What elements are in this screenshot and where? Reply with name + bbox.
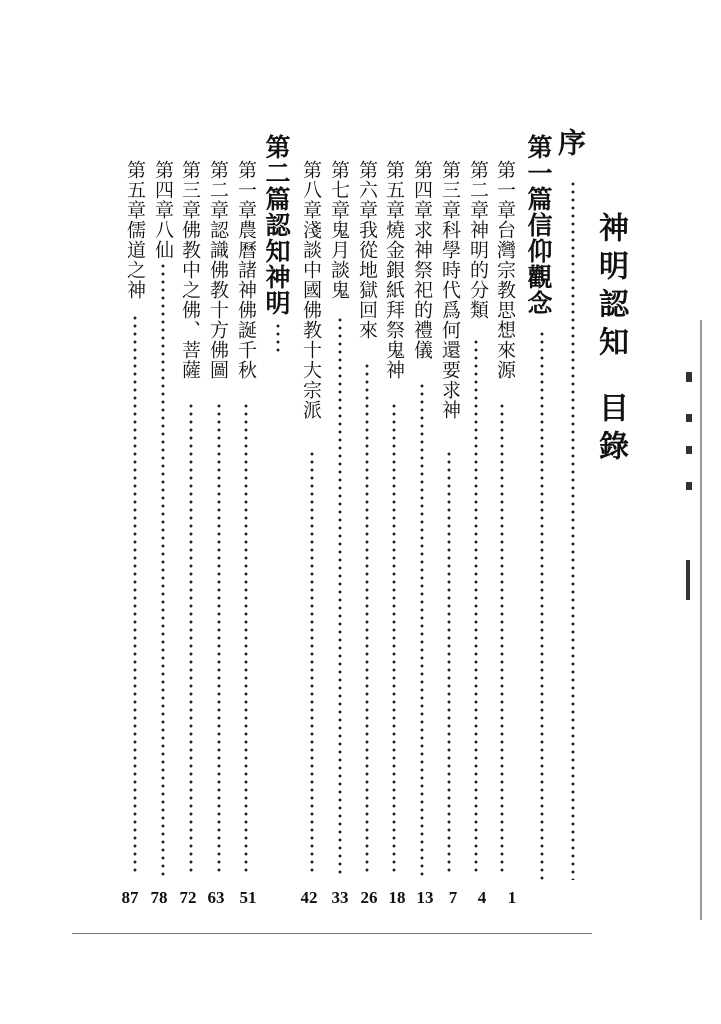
leader-dots-2-3 bbox=[189, 402, 193, 876]
leader-dots-1-2 bbox=[474, 338, 478, 876]
preface-page-number: 1 bbox=[507, 888, 517, 907]
leader-dots-1-7 bbox=[338, 316, 342, 876]
page-number-2-5: 87 bbox=[121, 888, 139, 907]
leader-dots-1-4 bbox=[420, 382, 424, 876]
preface-label: 序 bbox=[554, 128, 587, 156]
toc-entry-1-2: 第二章神明的分類 bbox=[467, 160, 489, 320]
scan-edge-mark bbox=[686, 414, 692, 422]
page-number-2-3: 72 bbox=[179, 888, 197, 907]
toc-entry-1-4: 第四章求神祭祀的禮儀 bbox=[411, 160, 433, 360]
part-heading-2: 第二篇認知神明 bbox=[262, 134, 291, 316]
page-number-1-6: 33 bbox=[331, 888, 349, 907]
page-number-2-4: 78 bbox=[150, 888, 168, 907]
leader-dots-1-5 bbox=[392, 402, 396, 876]
toc-entry-2-1: 第一章農曆諸神佛誕千秋 bbox=[235, 160, 257, 380]
toc-entry-1-6: 第六章我從地獄回來 bbox=[356, 160, 378, 340]
page-number-1-5: 26 bbox=[360, 888, 378, 907]
toc-entry-2-3: 第三章佛教中之佛、菩薩 bbox=[179, 160, 201, 380]
title-suffix: 目錄 bbox=[593, 392, 628, 468]
part-heading-1: 第一篇信仰觀念 bbox=[524, 134, 553, 316]
page-number-2-1: 51 bbox=[239, 888, 257, 907]
page-number-1-3: 13 bbox=[416, 888, 434, 907]
part-2-leader-dots bbox=[276, 322, 280, 354]
page-number-2-2: 63 bbox=[207, 888, 225, 907]
toc-entry-1-1: 第一章台灣宗教思想來源 bbox=[494, 160, 516, 380]
leader-dots-1-3 bbox=[447, 450, 451, 876]
leader-dots-1-8 bbox=[310, 450, 314, 876]
toc-entry-1-3: 第三章科學時代爲何還要求神 bbox=[439, 160, 461, 420]
part-1-leader-dots bbox=[540, 330, 544, 880]
scan-edge-mark bbox=[686, 446, 692, 454]
leader-dots-1-6 bbox=[365, 362, 369, 876]
toc-entry-2-5: 第五章儒道之神 bbox=[124, 160, 146, 300]
leader-dots-2-1 bbox=[244, 402, 248, 876]
leader-dots-2-4 bbox=[161, 262, 165, 876]
scan-edge-mark bbox=[686, 560, 690, 600]
toc-entry-2-4: 第四章八仙 bbox=[152, 160, 174, 260]
toc-entry-1-8: 第八章淺談中國佛教十大宗派 bbox=[300, 160, 322, 420]
title-main: 神明認知 bbox=[593, 212, 628, 364]
scan-edge-line bbox=[700, 320, 702, 920]
page-title bbox=[588, 212, 632, 468]
page-number-1-2: 7 bbox=[448, 888, 458, 907]
scan-bottom-line bbox=[72, 933, 592, 934]
page-number-1-7: 42 bbox=[300, 888, 318, 907]
scan-edge-mark bbox=[686, 482, 692, 490]
toc-entry-1-5: 第五章燒金銀紙拜祭鬼神 bbox=[383, 160, 405, 380]
leader-dots-1-1 bbox=[500, 402, 504, 876]
leader-dots-2-2 bbox=[217, 402, 221, 876]
toc-entry-1-7: 第七章鬼月談鬼 bbox=[328, 160, 350, 300]
toc-entry-2-2: 第二章認識佛教十方佛圖 bbox=[207, 160, 229, 380]
page-number-1-4: 18 bbox=[388, 888, 406, 907]
leader-dots-2-5 bbox=[133, 314, 137, 876]
page-number-1-1: 4 bbox=[477, 888, 487, 907]
scan-edge-mark bbox=[686, 372, 692, 382]
preface-leader-dots bbox=[571, 180, 575, 880]
